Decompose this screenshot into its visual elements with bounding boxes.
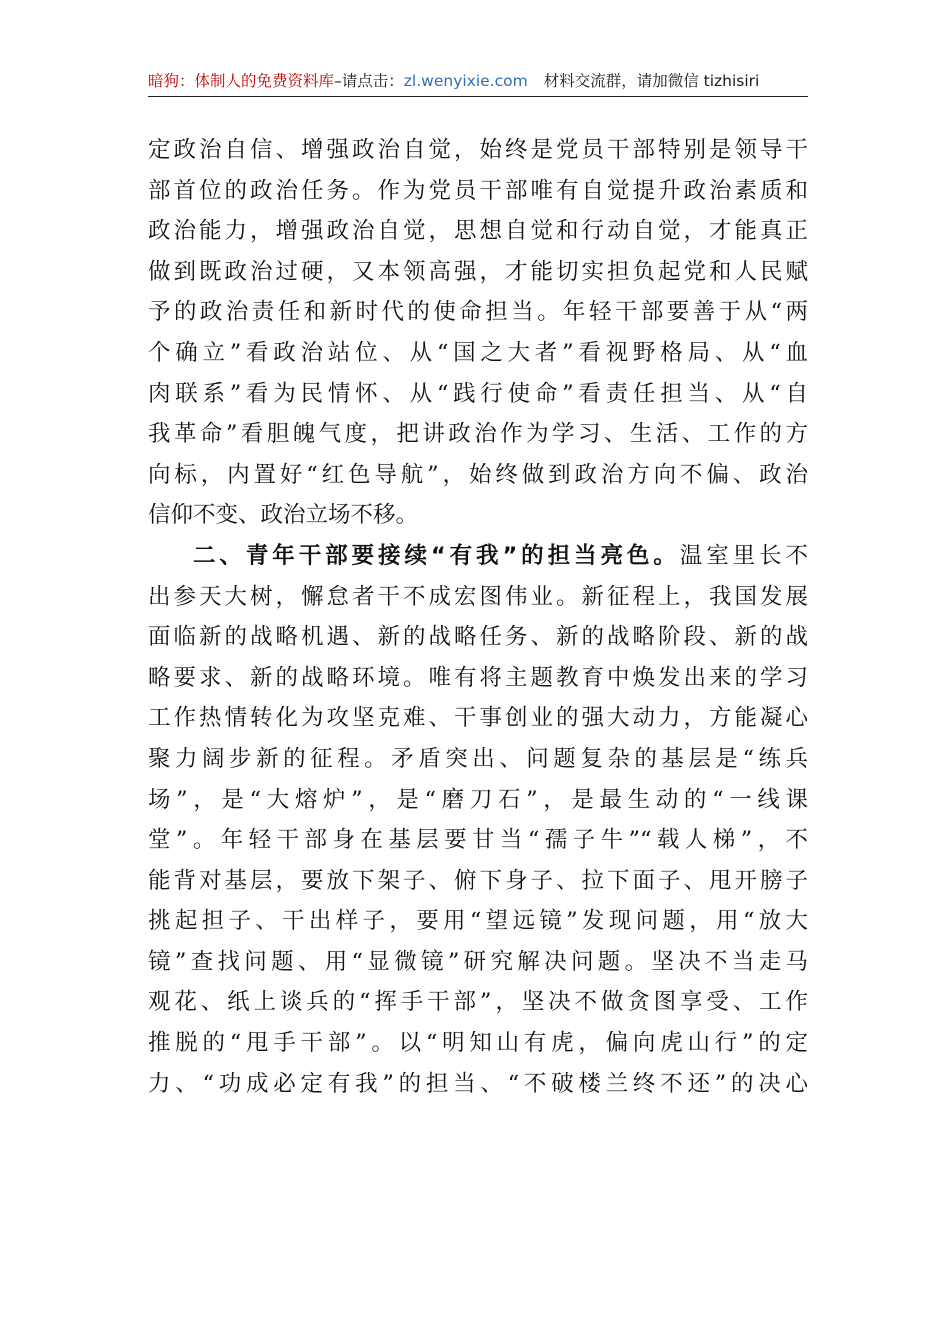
header-brand: 暗狗：体制人的免费资料库 [148,72,335,90]
header-link-prefix: –请点击： [334,72,404,90]
text-line: 肉联系”看为民情怀、从“践行使命”看责任担当、从“自 [148,380,808,407]
paragraph-2 [148,536,808,1104]
text-line: 略要求、新的战略环境。唯有将主题教育中焕发出来的学习 [148,664,808,691]
text-line: 观花、纸上谈兵的“挥手干部”，坚决不做贪图享受、工作 [148,989,808,1016]
header-url-link[interactable]: zl.wenyixie.com [403,72,528,90]
text-line: 我革命”看胆魄气度，把讲政治作为学习、生活、工作的方 [148,421,808,448]
text-line: 场”，是“大熔炉”，是“磨刀石”，是最生动的“一线课 [148,786,808,813]
document-body [148,130,808,1104]
text-line: 力、“功成必定有我”的担当、“不破楼兰终不还”的决心 [148,1070,808,1097]
text-line: 能背对基层，要放下架子、俯下身子、拉下面子、甩开膀子 [148,867,808,894]
header-wechat-note: 材料交流群，请加微信 tizhisiri [543,72,760,90]
text-line: 予的政治责任和新时代的使命担当。年轻干部要善于从“两 [148,299,808,326]
page-header [148,66,808,97]
text-line: 做到既政治过硬，又本领高强，才能切实担负起党和人民赋 [148,258,808,285]
text-line: 堂”。年轻干部身在基层要甘当“孺子牛”“载人梯”，不 [148,827,808,854]
text-line: 聚力阔步新的征程。矛盾突出、问题复杂的基层是“练兵 [148,745,808,772]
text-line: 出参天大树，懈怠者干不成宏图伟业。新征程上，我国发展 [148,583,808,610]
text-line: 工作热情转化为攻坚克难、干事创业的强大动力，方能凝心 [148,705,808,732]
text-line: 定政治自信、增强政治自觉，始终是党员干部特别是领导干 [148,137,808,163]
text-line: 向标，内置好“红色导航”，始终做到政治方向不偏、政治 [148,461,808,488]
section-heading-line [148,536,808,577]
text-line: 面临新的战略机遇、新的战略任务、新的战略阶段、新的战 [148,624,808,651]
section-text-start: 温室里长不 [679,542,808,569]
text-line: 信仰不变、政治立场不移。 [148,502,419,529]
text-line: 个确立”看政治站位、从“国之大者”看视野格局、从“血 [148,339,808,366]
text-line: 镜”查找问题、用“显微镜”研究解决问题。坚决不当走马 [148,948,808,975]
text-line: 部首位的政治任务。作为党员干部唯有自觉提升政治素质和 [148,177,808,204]
text-line: 推脱的“甩手干部”。以“明知山有虎，偏向虎山行”的定 [148,1030,808,1057]
text-line: 挑起担子、干出样子，要用“望远镜”发现问题，用“放大 [148,908,808,935]
paragraph-1 [148,130,808,536]
section-heading: 二、青年干部要接续“有我”的担当亮色。 [193,542,680,569]
text-line: 政治能力，增强政治自觉，思想自觉和行动自觉，才能真正 [148,218,808,245]
